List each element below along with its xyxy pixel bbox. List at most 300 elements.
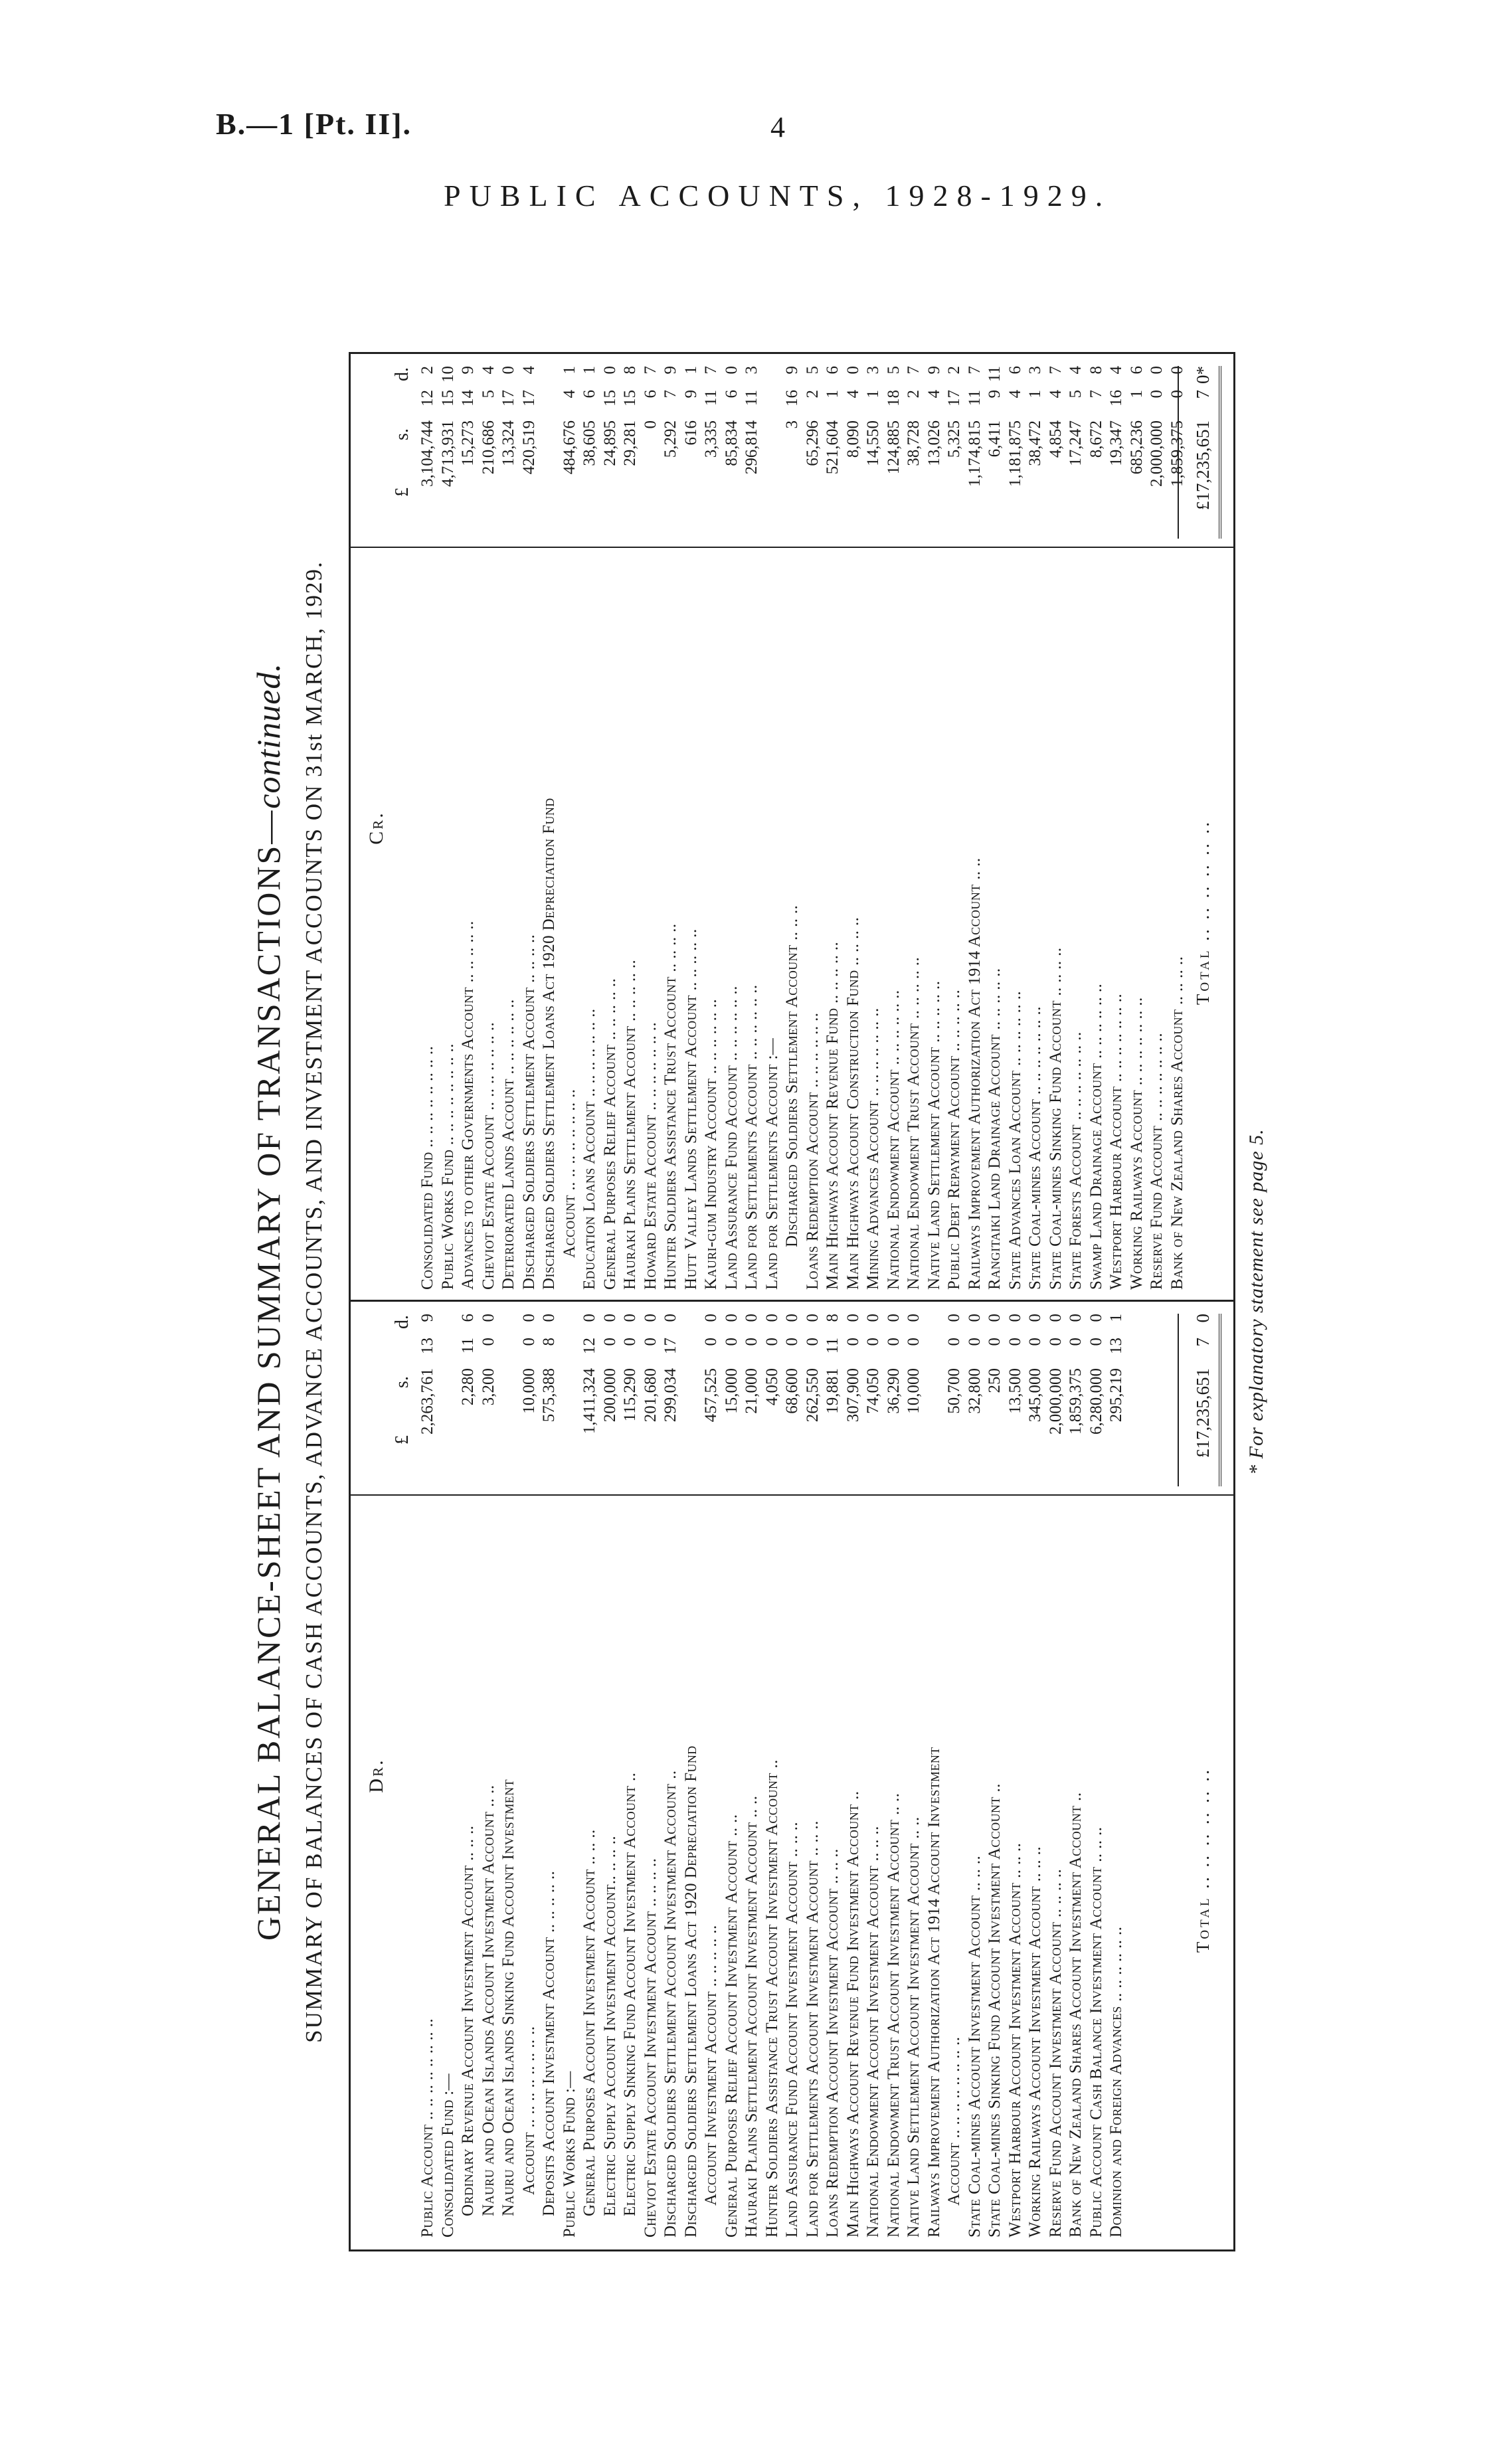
debit-row bbox=[925, 1302, 946, 2238]
credit-row-shillings: 0 bbox=[1148, 390, 1166, 398]
debit-row-label: Electric Supply Account Investment Account.. .. .. .. bbox=[600, 1835, 619, 2216]
credit-row-pence: 3 bbox=[1026, 366, 1044, 375]
debit-row-label: Hunter Soldiers Assistance Trust Account Investment Account .. bbox=[762, 1759, 781, 2238]
credit-row-label: Hunter Soldiers Assistance Trust Account .. .. .. .. bbox=[662, 923, 679, 1290]
debit-row-pounds: 19,881 bbox=[824, 1368, 842, 1414]
debit-row bbox=[1087, 1302, 1108, 2238]
credit-row-amount bbox=[499, 354, 518, 535]
pounds-unit: £ bbox=[392, 1435, 412, 1445]
credit-row-shillings: 2 bbox=[905, 390, 923, 398]
credit-row bbox=[905, 354, 925, 1290]
credit-row-pounds: 13,026 bbox=[925, 420, 943, 466]
credit-row-pounds: 1,859,375 bbox=[1168, 420, 1186, 487]
debit-row-label: Nauru and Ocean Islands Account Investment Account .. .. bbox=[479, 1785, 497, 2216]
debit-row-amount bbox=[804, 1302, 822, 1482]
credit-row-label: Account .. .. .. .. .. .. .. .. bbox=[560, 1089, 578, 1258]
credit-row-amount bbox=[1107, 354, 1126, 535]
credit-row bbox=[1006, 354, 1027, 1290]
credit-row-shillings: 16 bbox=[783, 390, 801, 406]
debit-total-row bbox=[1193, 1302, 1213, 2238]
debit-row bbox=[520, 1302, 541, 2238]
credit-row bbox=[1087, 354, 1108, 1290]
credit-row-amount bbox=[682, 354, 701, 535]
debit-row-pence: 0 bbox=[803, 1314, 822, 1322]
credit-row-label: Main Highways Account Revenue Fund .. .. .. .. .. bbox=[824, 941, 842, 1290]
page-title: PUBLIC ACCOUNTS, 1928-1929. bbox=[444, 179, 1112, 213]
credit-row-label: Land for Settlements Account :— bbox=[762, 1037, 781, 1290]
debit-row bbox=[702, 1302, 723, 2238]
credit-row-pounds: 38,472 bbox=[1026, 420, 1044, 466]
debit-row-shillings: 13 bbox=[1107, 1338, 1125, 1354]
debit-row bbox=[743, 1302, 763, 2238]
debit-total-amount bbox=[1193, 1302, 1213, 1482]
credit-row bbox=[682, 354, 703, 1290]
credit-row bbox=[783, 354, 804, 1290]
credit-row-amount bbox=[824, 354, 842, 535]
debit-row-label: State Coal-mines Sinking Fund Account Investment Account .. bbox=[986, 1783, 1004, 2238]
credit-total-shillings: 7 bbox=[1193, 390, 1213, 399]
debit-row-shillings: 0 bbox=[905, 1338, 923, 1346]
credit-row bbox=[1026, 354, 1047, 1290]
debit-row-shillings: 0 bbox=[1006, 1338, 1024, 1346]
credit-total-row bbox=[1193, 354, 1213, 1290]
debit-total-shillings: 7 bbox=[1193, 1338, 1213, 1347]
credit-row-amount bbox=[418, 354, 437, 535]
credit-row bbox=[459, 354, 480, 1290]
debit-row bbox=[723, 1302, 743, 2238]
debit-row-shillings: 0 bbox=[945, 1338, 963, 1346]
debit-row bbox=[945, 1302, 966, 2238]
credit-row-label: General Purposes Relief Account .. .. .. .. .. bbox=[600, 978, 619, 1290]
debit-row-pounds: 6,280,000 bbox=[1087, 1368, 1105, 1435]
credit-row-label: Native Land Settlement Account .. .. .. .. .. bbox=[925, 980, 943, 1290]
credit-row-shillings: 6 bbox=[641, 390, 660, 398]
credit-row bbox=[642, 354, 662, 1290]
debit-row-pounds: 21,000 bbox=[743, 1368, 760, 1414]
debit-row bbox=[601, 1302, 622, 2238]
debit-row-pence: 0 bbox=[519, 1314, 538, 1322]
credit-row-amount bbox=[986, 354, 1004, 535]
debit-total-pounds: £17,235,651 bbox=[1193, 1368, 1213, 1458]
credit-row-label: Mining Advances Account .. .. .. .. .. .. .. bbox=[864, 1008, 882, 1290]
debit-total-label: Total .. .. .. .. .. .. bbox=[1193, 1767, 1213, 1953]
credit-row-pounds: 0 bbox=[641, 420, 660, 429]
credit-row-shillings: 4 bbox=[560, 390, 578, 398]
debit-row-shillings: 12 bbox=[580, 1338, 598, 1354]
debit-row-amount bbox=[621, 1302, 640, 1482]
credit-row-pounds: 24,895 bbox=[600, 420, 619, 466]
credit-total-pounds: £17,235,651 bbox=[1193, 420, 1213, 510]
credit-row-amount bbox=[885, 354, 903, 535]
debit-row-amount bbox=[459, 1302, 478, 1482]
credit-row-pence: 7 bbox=[641, 366, 660, 375]
debit-row-shillings: 0 bbox=[864, 1338, 882, 1346]
credit-row-label: Land for Settlements Account .. .. .. .. .. .. bbox=[743, 984, 760, 1290]
debit-row-pence: 0 bbox=[864, 1314, 882, 1322]
rotated-statement bbox=[249, 272, 1272, 2331]
credit-row-pounds: 616 bbox=[681, 420, 700, 446]
credit-row-pence: 3 bbox=[864, 366, 882, 375]
debit-row-label: Account Investment Account .. .. .. .. .. bbox=[702, 1925, 720, 2206]
debit-row-label: Working Railways Account Investment Account .. .. .. bbox=[1026, 1846, 1044, 2238]
credit-row-pence: 8 bbox=[621, 366, 639, 375]
credit-row-shillings: 1 bbox=[1127, 390, 1146, 398]
credit-row-label: Deteriorated Lands Account .. .. .. .. .. .. bbox=[499, 999, 517, 1290]
debit-row-shillings: 8 bbox=[540, 1338, 558, 1346]
credit-heading: Cr. bbox=[365, 811, 387, 845]
credit-row-pounds: 13,324 bbox=[499, 420, 517, 466]
debit-row-shillings: 0 bbox=[1046, 1338, 1065, 1346]
page-number: 4 bbox=[770, 111, 785, 143]
debit-row-amount bbox=[945, 1302, 964, 1482]
credit-row bbox=[844, 354, 865, 1290]
debit-row-pence: 0 bbox=[986, 1314, 1004, 1322]
credit-row-pounds: 38,605 bbox=[580, 420, 598, 466]
debit-row-pounds: 200,000 bbox=[600, 1368, 619, 1423]
debit-row bbox=[1067, 1302, 1087, 2238]
debit-row-label: Hauraki Plains Settlement Account Investment Account .. .. bbox=[743, 1795, 760, 2238]
credit-row-pounds: 685,236 bbox=[1127, 420, 1146, 475]
debit-total-double-rule bbox=[1219, 1314, 1221, 1486]
debit-row-amount bbox=[986, 1302, 1004, 1482]
debit-row-pounds: 299,034 bbox=[662, 1368, 679, 1423]
credit-row-shillings: 4 bbox=[1006, 390, 1024, 398]
credit-row-pence: 5 bbox=[884, 366, 903, 375]
debit-row-pence: 8 bbox=[824, 1314, 842, 1322]
credit-row bbox=[480, 354, 500, 1290]
credit-row-pounds: 521,604 bbox=[824, 420, 842, 475]
statement-title-continued: continued. bbox=[250, 663, 287, 809]
credit-row bbox=[1128, 354, 1148, 1290]
credit-row-amount bbox=[459, 354, 478, 535]
credit-row bbox=[925, 354, 946, 1290]
credit-side bbox=[351, 354, 1233, 1302]
credit-row-label: Reserve Fund Account .. .. .. .. .. .. .. bbox=[1148, 1033, 1166, 1290]
credit-row-pence: 7 bbox=[965, 366, 984, 375]
credit-row-amount bbox=[864, 354, 883, 535]
debit-row-label: National Endowment Account Investment Account .. .. .. bbox=[864, 1826, 882, 2238]
debit-row-pence: 0 bbox=[1087, 1314, 1105, 1322]
credit-row bbox=[1067, 354, 1087, 1290]
credit-row-shillings: 0 bbox=[1168, 390, 1186, 398]
credit-row-label: Discharged Soldiers Settlement Account .. .. .. bbox=[783, 905, 801, 1247]
debit-row-amount bbox=[905, 1302, 923, 1482]
debit-row-pence: 0 bbox=[1046, 1314, 1065, 1322]
credit-row-label: Advances to other Governments Account .. .. .. .. .. bbox=[459, 921, 477, 1290]
debit-row-amount bbox=[763, 1302, 782, 1482]
debit-row-amount bbox=[966, 1302, 984, 1482]
credit-row-pounds: 5,325 bbox=[945, 420, 963, 458]
credit-row-label: Howard Estate Account .. .. .. .. .. .. .. bbox=[641, 1021, 660, 1290]
debit-row-shillings: 0 bbox=[803, 1338, 822, 1346]
credit-row bbox=[621, 354, 642, 1290]
debit-row bbox=[986, 1302, 1006, 2238]
statement-title-main: GENERAL BALANCE-SHEET AND SUMMARY OF TRANSACTIONS— bbox=[250, 808, 287, 1941]
credit-row-label: Hutt Valley Lands Settlement Account .. .. .. .. .. bbox=[681, 928, 700, 1290]
debit-row-label: Cheviot Estate Account Investment Account .. .. .. .. bbox=[641, 1858, 660, 2238]
credit-row-pence: 6 bbox=[1127, 366, 1146, 375]
credit-row-pounds: 14,550 bbox=[864, 420, 882, 466]
credit-row-amount bbox=[662, 354, 680, 535]
credit-row-amount bbox=[966, 354, 984, 535]
credit-row-shillings: 6 bbox=[722, 390, 741, 398]
debit-row-label: Discharged Soldiers Settlement Loans Act 1920 Depreciation Fund bbox=[681, 1745, 700, 2238]
debit-row-label: Loans Redemption Account Investment Account .. .. .. bbox=[824, 1848, 842, 2238]
debit-row-shillings: 0 bbox=[519, 1338, 538, 1346]
credit-row-shillings: 18 bbox=[884, 390, 903, 406]
credit-row-amount bbox=[480, 354, 498, 535]
debit-row bbox=[580, 1302, 601, 2238]
credit-row bbox=[561, 354, 581, 1290]
debit-row-pounds: 115,290 bbox=[621, 1368, 639, 1422]
credit-row-pence: 0 bbox=[499, 366, 517, 375]
debit-row-shillings: 0 bbox=[600, 1338, 619, 1346]
debit-row-amount bbox=[662, 1302, 680, 1482]
debit-row-pence: 0 bbox=[965, 1314, 984, 1322]
debit-row-label: Main Highways Account Revenue Fund Investment Account .. bbox=[843, 1791, 862, 2238]
credit-row-shillings: 17 bbox=[519, 390, 538, 406]
debit-row-pounds: 262,550 bbox=[803, 1368, 822, 1423]
debit-row-pounds: 74,050 bbox=[864, 1368, 882, 1414]
debit-row-label: State Coal-mines Account Investment Account .. .. .. bbox=[965, 1855, 984, 2238]
credit-row-label: Working Railways Account .. .. .. .. .. .. .. bbox=[1127, 997, 1146, 1290]
debit-row-pence: 0 bbox=[600, 1314, 619, 1322]
credit-row bbox=[723, 354, 743, 1290]
credit-row-label: State Forests Account .. .. .. .. .. .. .. bbox=[1067, 1031, 1085, 1290]
credit-row bbox=[824, 354, 844, 1290]
credit-row bbox=[520, 354, 541, 1290]
credit-row-label: State Coal-mines Account .. .. .. .. .. .. .. bbox=[1026, 1006, 1044, 1290]
pounds-unit: £ bbox=[392, 487, 412, 497]
credit-row-amount bbox=[702, 354, 721, 535]
credit-row-pounds: 17,247 bbox=[1067, 420, 1085, 466]
credit-row-shillings: 11 bbox=[743, 390, 760, 406]
credit-row-pounds: 85,834 bbox=[722, 420, 741, 466]
debit-row bbox=[1107, 1302, 1128, 2238]
credit-row-pounds: 4,854 bbox=[1046, 420, 1065, 458]
debit-total-rule bbox=[1178, 1314, 1179, 1486]
credit-row-pounds: 296,814 bbox=[743, 420, 760, 475]
credit-row-shillings: 2 bbox=[803, 390, 822, 398]
debit-row bbox=[1026, 1302, 1047, 2238]
debit-row-pence: 0 bbox=[762, 1314, 781, 1322]
credit-row-pence: 9 bbox=[459, 366, 477, 375]
debit-row-label: Public Account Cash Balance Investment Account .. .. .. bbox=[1087, 1826, 1105, 2238]
credit-row bbox=[804, 354, 824, 1290]
credit-row-pounds: 3,104,744 bbox=[418, 420, 436, 487]
debit-row-label: Nauru and Ocean Islands Sinking Fund Account Investment bbox=[499, 1779, 517, 2216]
credit-row-pence: 7 bbox=[905, 366, 923, 375]
debit-row-shillings: 17 bbox=[662, 1338, 679, 1354]
debit-row-shillings: 0 bbox=[783, 1338, 801, 1346]
debit-row bbox=[480, 1302, 500, 2238]
debit-row-pence: 0 bbox=[1026, 1314, 1044, 1322]
debit-row-pence: 0 bbox=[722, 1314, 741, 1322]
credit-row-pounds: 124,885 bbox=[884, 420, 903, 475]
debit-row-amount bbox=[1067, 1302, 1085, 1482]
debit-row bbox=[864, 1302, 885, 2238]
debit-heading: Dr. bbox=[365, 1758, 387, 1793]
credit-row-shillings: 1 bbox=[824, 390, 842, 398]
debit-row-pounds: 2,000,000 bbox=[1046, 1368, 1065, 1435]
credit-row-label: Swamp Land Drainage Account .. .. .. .. .. .. bbox=[1087, 983, 1105, 1290]
debit-row-shillings: 0 bbox=[843, 1338, 862, 1346]
credit-row-pence: 4 bbox=[1067, 366, 1085, 375]
debit-row-pence: 0 bbox=[479, 1314, 497, 1322]
debit-row-amount bbox=[1026, 1302, 1045, 1482]
credit-row-amount bbox=[1026, 354, 1045, 535]
credit-row bbox=[601, 354, 622, 1290]
debit-row-shillings: 0 bbox=[986, 1338, 1004, 1346]
credit-row-amount bbox=[723, 354, 741, 535]
credit-row-pounds: 15,273 bbox=[459, 420, 477, 466]
credit-row-shillings: 4 bbox=[925, 390, 943, 398]
credit-row-pence: 0 bbox=[843, 366, 862, 375]
debit-row-label: Electric Supply Sinking Fund Account Investment Account .. bbox=[621, 1772, 639, 2216]
debit-row-shillings: 13 bbox=[418, 1338, 436, 1354]
credit-row-pounds: 8,672 bbox=[1087, 420, 1105, 458]
debit-row-pence: 0 bbox=[580, 1314, 598, 1322]
debit-row bbox=[1047, 1302, 1067, 2238]
credit-row-shillings: 15 bbox=[438, 390, 457, 406]
credit-row-shillings: 17 bbox=[945, 390, 963, 406]
debit-row bbox=[1006, 1302, 1027, 2238]
credit-row bbox=[499, 354, 520, 1290]
debit-row-label: Native Land Settlement Account Investment Account .. .. bbox=[905, 1816, 923, 2238]
credit-row-amount bbox=[925, 354, 944, 535]
credit-row bbox=[945, 354, 966, 1290]
credit-row-label: Railways Improvement Authorization Act 1914 Account .. .. bbox=[965, 857, 984, 1290]
credit-row bbox=[763, 354, 784, 1290]
credit-row-shillings: 17 bbox=[499, 390, 517, 406]
debit-row bbox=[682, 1302, 703, 2238]
debit-row-pence: 1 bbox=[1107, 1314, 1125, 1322]
credit-row bbox=[1047, 354, 1067, 1290]
credit-row-label: Cheviot Estate Account .. .. .. .. .. .. .. bbox=[479, 1021, 497, 1290]
debit-row-amount bbox=[1006, 1302, 1025, 1482]
credit-row-label: Discharged Soldiers Settlement Loans Act 1920 Depreciation Fund bbox=[540, 798, 558, 1290]
credit-total-rule bbox=[1178, 366, 1179, 539]
debit-row-amount bbox=[480, 1302, 498, 1482]
credit-row-shillings: 7 bbox=[662, 390, 679, 398]
debit-row-amount bbox=[1107, 1302, 1126, 1482]
credit-row-shillings: 4 bbox=[843, 390, 862, 398]
credit-row-amount bbox=[804, 354, 822, 535]
credit-row-pence: 4 bbox=[1107, 366, 1125, 375]
credit-total-double-rule bbox=[1219, 366, 1221, 539]
debit-row-shillings: 0 bbox=[1087, 1338, 1105, 1346]
debit-row bbox=[783, 1302, 804, 2238]
credit-row-shillings: 11 bbox=[702, 390, 720, 406]
debit-row-amount bbox=[864, 1302, 883, 1482]
credit-row bbox=[662, 354, 682, 1290]
credit-row-label: Westport Harbour Account .. .. .. .. .. .. .. bbox=[1107, 993, 1125, 1290]
debit-row-label: National Endowment Trust Account Investment Account .. .. bbox=[884, 1793, 903, 2238]
debit-row-shillings: 0 bbox=[479, 1338, 497, 1346]
credit-row-pounds: 484,676 bbox=[560, 420, 578, 475]
statement-subtitle: SUMMARY OF BALANCES OF CASH ACCOUNTS, ADVANCE ACCOUNTS, AND INVESTMENT ACCOUNTS ON 31st MARCH, 1929. bbox=[301, 561, 327, 2043]
debit-row-shillings: 11 bbox=[824, 1338, 842, 1354]
credit-row bbox=[864, 354, 885, 1290]
debit-row-pounds: 3,200 bbox=[479, 1368, 497, 1406]
debit-row-amount bbox=[1087, 1302, 1106, 1482]
credit-row-label: Public Works Fund .. .. .. .. .. .. .. .. bbox=[438, 1043, 457, 1290]
credit-row-amount bbox=[520, 354, 539, 535]
debit-row-label: Dominion and Foreign Advances .. .. .. .. .. .. bbox=[1107, 1926, 1125, 2238]
credit-row-pence: 2 bbox=[945, 366, 963, 375]
debit-row-pence: 9 bbox=[418, 1314, 436, 1322]
credit-row-amount bbox=[1006, 354, 1025, 535]
credit-row-label: Hauraki Plains Settlement Account .. .. .. .. .. bbox=[621, 959, 639, 1290]
debit-row-pounds: 13,500 bbox=[1006, 1368, 1024, 1414]
debit-row-label: Account .. .. .. .. .. .. .. .. bbox=[519, 2026, 538, 2195]
credit-row-pence: 2 bbox=[418, 366, 436, 375]
credit-row-pence: 0 bbox=[722, 366, 741, 375]
statement-title bbox=[249, 272, 288, 2331]
debit-row-pounds: 15,000 bbox=[722, 1368, 741, 1414]
debit-row-amount bbox=[642, 1302, 660, 1482]
debit-row-pence: 6 bbox=[459, 1314, 477, 1322]
pence-unit: d. bbox=[392, 1315, 412, 1329]
pence-unit: d. bbox=[392, 367, 412, 381]
debit-side bbox=[351, 1302, 1233, 2249]
debit-row-amount bbox=[844, 1302, 863, 1482]
credit-row-pence: 1 bbox=[560, 366, 578, 375]
debit-row-label: Westport Harbour Account Investment Account .. .. .. bbox=[1006, 1842, 1024, 2238]
debit-row-shillings: 0 bbox=[621, 1338, 639, 1346]
credit-row-amount bbox=[783, 354, 802, 535]
credit-row-pence: 8 bbox=[1087, 366, 1105, 375]
credit-row-shillings: 4 bbox=[1046, 390, 1065, 398]
debit-row bbox=[540, 1302, 561, 2238]
credit-total-pence: 0* bbox=[1193, 366, 1213, 384]
credit-row-label: Loans Redemption Account .. .. .. .. .. .. bbox=[803, 1012, 822, 1290]
credit-row-pounds: 420,519 bbox=[519, 420, 538, 475]
debit-row-label: Land for Settlements Account Investment Account .. .. .. bbox=[803, 1820, 822, 2238]
credit-row-label: Main Highways Account Construction Fund .. .. .. .. bbox=[843, 917, 862, 1290]
debit-row-amount bbox=[824, 1302, 842, 1482]
debit-row-pounds: 201,680 bbox=[641, 1368, 660, 1423]
credit-row bbox=[439, 354, 460, 1290]
credit-row bbox=[743, 354, 763, 1290]
credit-row-amount bbox=[1047, 354, 1065, 535]
debit-row-pence: 0 bbox=[621, 1314, 639, 1322]
debit-row-amount bbox=[702, 1302, 721, 1482]
debit-row-shillings: 0 bbox=[1067, 1338, 1085, 1346]
credit-row bbox=[580, 354, 601, 1290]
debit-row-pounds: 457,525 bbox=[702, 1368, 720, 1423]
debit-row-pounds: 307,900 bbox=[843, 1368, 862, 1423]
debit-row-pence: 0 bbox=[702, 1314, 720, 1322]
credit-row-pounds: 65,296 bbox=[803, 420, 822, 466]
debit-row-amount bbox=[743, 1302, 761, 1482]
debit-rows bbox=[418, 1302, 1128, 2238]
credit-row-amount bbox=[1087, 354, 1106, 535]
debit-row-shillings: 0 bbox=[965, 1338, 984, 1346]
debit-row bbox=[763, 1302, 784, 2238]
credit-row-pence: 0 bbox=[1168, 366, 1186, 375]
debit-row-label: Ordinary Revenue Account Investment Account .. .. .. bbox=[459, 1825, 477, 2216]
credit-row-label: Bank of New Zealand Shares Account .. .. .. .. bbox=[1168, 956, 1186, 1290]
credit-row-amount bbox=[1067, 354, 1085, 535]
debit-row-pence: 0 bbox=[783, 1314, 801, 1322]
debit-row-pounds: 1,411,324 bbox=[580, 1368, 598, 1435]
debit-total-pence: 0 bbox=[1193, 1314, 1213, 1323]
credit-row-amount bbox=[844, 354, 863, 535]
credit-row bbox=[885, 354, 905, 1290]
debit-row bbox=[418, 1302, 439, 2238]
debit-row-label: Railways Improvement Authorization Act 1914 Account Investment bbox=[925, 1747, 943, 2238]
